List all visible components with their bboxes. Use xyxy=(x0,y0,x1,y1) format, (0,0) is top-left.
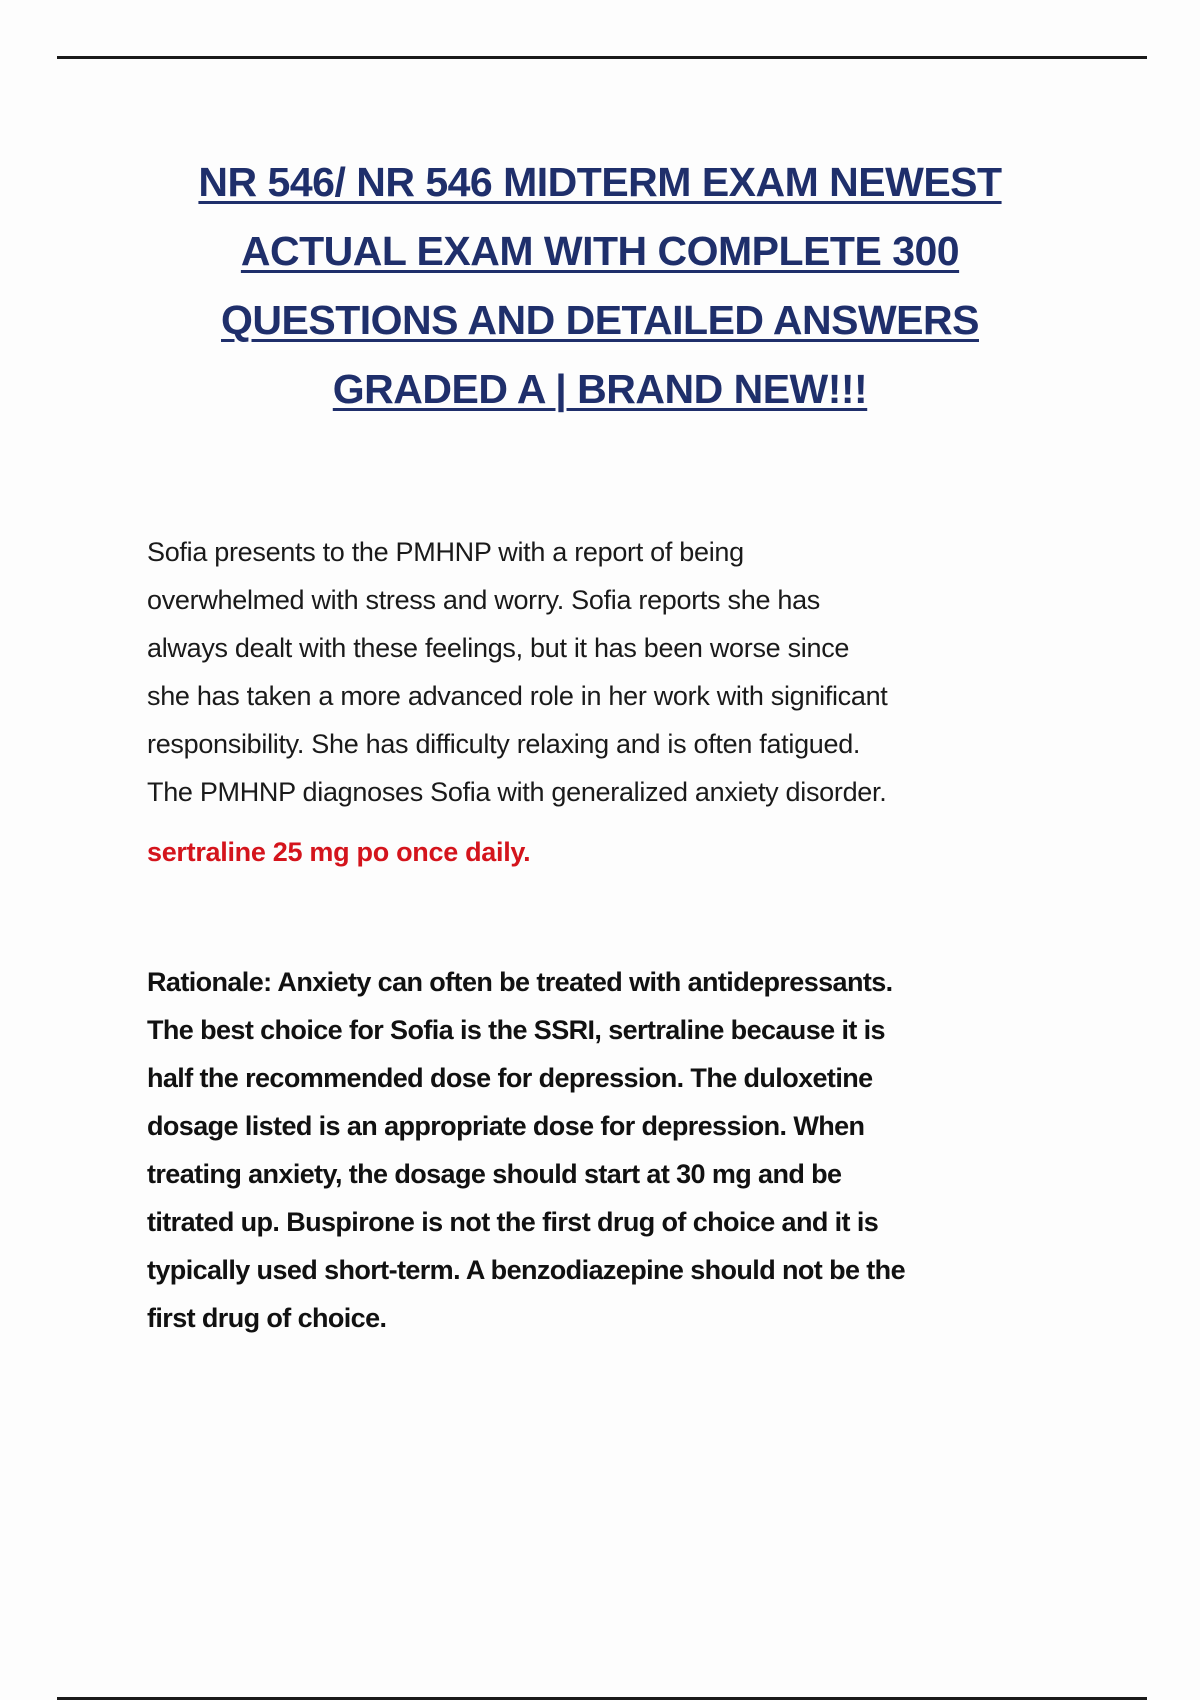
rationale-line: titrated up. Buspirone is not the first drug of choice and it is xyxy=(147,1207,879,1237)
question-line: overwhelmed with stress and worry. Sofia reports she has xyxy=(147,585,820,615)
rationale-line: first drug of choice. xyxy=(147,1303,387,1333)
title-line: ACTUAL EXAM WITH COMPLETE 300 xyxy=(240,228,960,274)
title-line: NR 546/ NR 546 MIDTERM EXAM NEWEST xyxy=(198,159,1002,205)
question-text xyxy=(147,528,1107,816)
rationale-text xyxy=(147,958,1107,1342)
rationale-line: half the recommended dose for depression. The duloxetine xyxy=(147,1063,873,1093)
rationale-line: Rationale: Anxiety can often be treated with antidepressants. xyxy=(147,967,893,997)
rationale-line: typically used short-term. A benzodiazepine should not be the xyxy=(147,1255,905,1285)
question-line: responsibility. She has difficulty relaxing and is often fatigued. xyxy=(147,729,861,759)
title-line: QUESTIONS AND DETAILED ANSWERS xyxy=(221,297,979,343)
question-line: Sofia presents to the PMHNP with a report of being xyxy=(147,537,744,567)
title-line: GRADED A | BRAND NEW!!! xyxy=(332,366,868,412)
question-line: always dealt with these feelings, but it has been worse since xyxy=(147,633,850,663)
header-rule xyxy=(57,56,1147,59)
document-title xyxy=(100,148,1100,424)
rationale-line: treating anxiety, the dosage should start at 30 mg and be xyxy=(147,1159,842,1189)
question-line: she has taken a more advanced role in her work with significant xyxy=(147,681,888,711)
answer-text: sertraline 25 mg po once daily. xyxy=(147,837,531,867)
rationale-line: dosage listed is an appropriate dose for depression. When xyxy=(147,1111,865,1141)
rationale-line: The best choice for Sofia is the SSRI, sertraline because it is xyxy=(147,1015,885,1045)
question-line: The PMHNP diagnoses Sofia with generalized anxiety disorder. xyxy=(147,777,887,807)
